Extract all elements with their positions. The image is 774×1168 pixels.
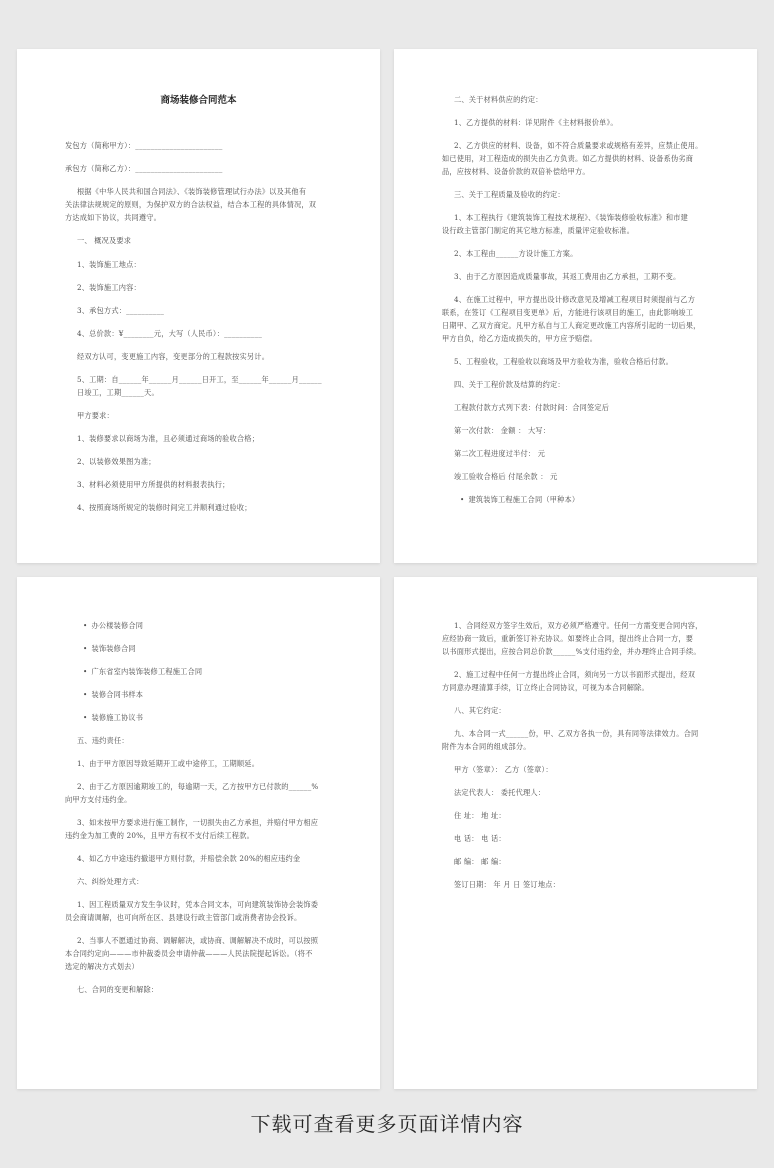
text-line: 3、如未按甲方要求进行施工制作，一切损失由乙方承担，并赔付甲方相应 — [77, 818, 319, 827]
text-line: 承包方（简称乙方）：_______________________ — [65, 164, 223, 173]
text-line: 九、本合同一式______份，甲、乙双方各执一份，具有同等法律效力。合同 — [454, 729, 699, 738]
text-line: 附件为本合同的组成部分。 — [442, 742, 531, 751]
text-line: 联系，在签订《工程项目变更单》后，方能进行该项目的施工，由此影响竣工 — [442, 308, 694, 317]
document-page-4 — [394, 577, 757, 1089]
text-line: 方达成如下协议，共同遵守。 — [65, 213, 162, 222]
text-line: 签订日期： 年 月 日 签订地点： — [454, 880, 560, 889]
text-line: 八、其它约定： — [454, 706, 506, 715]
text-line: 竣工验收合格后 付尾余款 ： 元 — [454, 472, 558, 481]
text-line: 邮 编： 邮 编： — [454, 857, 506, 866]
text-line: 3、材料必须使用甲方所提供的材料报表执行； — [77, 480, 230, 489]
document-page-2 — [394, 49, 757, 563]
text-line: 员会商请调解，也可向所在区、县建设行政主管部门或消费者协会投诉。 — [65, 913, 302, 922]
text-line: 2、装饰施工内容： — [77, 283, 141, 292]
text-line: 四、关于工程价款及结算的约定： — [454, 380, 565, 389]
text-line: 甲方自负，给乙方造成损失的，甲方应予赔偿。 — [442, 334, 598, 343]
text-line: 电 话： 电 话： — [454, 834, 506, 843]
text-line: 三、关于工程质量及验收的约定： — [454, 190, 565, 199]
text-line: • 建筑装饰工程施工合同（甲种本） — [460, 493, 579, 506]
text-line: 法定代表人： 委托代理人： — [454, 788, 546, 797]
text-line: 五、违约责任： — [77, 736, 129, 745]
text-line: 4、在施工过程中，甲方提出设计修改意见及增减工程项目时须提前与乙方 — [454, 295, 696, 304]
text-line: 4、按照商场所规定的装修时间完工并顺利通过验收； — [77, 503, 252, 512]
text-line: 违约金为加工费的 20%，且甲方有权不支付后续工程款。 — [65, 831, 254, 840]
text-line: 日竣工，工期______天。 — [77, 388, 159, 397]
text-line: 第一次付款： 金额 ： 大写： — [454, 426, 551, 435]
text-line: 甲方要求： — [77, 411, 114, 420]
text-line: 1、合同经双方签字生效后，双方必须严格遵守。任何一方需变更合同内容， — [454, 621, 703, 630]
text-line: 甲方（签章）： 乙方（签章）： — [454, 765, 553, 774]
text-line: 设行政主管部门制定的其它地方标准，质量评定验收标准。 — [442, 226, 635, 235]
text-line: • 办公楼装修合同 — [83, 619, 143, 632]
text-line: 以书面形式提出，应按合同总价款______%支付违约金，并办理终止合同手续。 — [442, 647, 701, 656]
text-line: 2、当事人不愿通过协商、调解解决，或协商、调解解决不成时，可以按照 — [77, 936, 319, 945]
text-line: 2、施工过程中任何一方提出终止合同，须向另一方以书面形式提出，经双 — [454, 670, 696, 679]
text-line: 本合同约定向———市仲裁委员会申请仲裁———人民法院提起诉讼。（将不 — [65, 949, 313, 958]
text-line: 2、乙方供应的材料、设备，如不符合质量要求或规格有差异，应禁止使用。 — [454, 141, 703, 150]
document-page-3 — [17, 577, 380, 1089]
text-line: • 装修合同书样本 — [83, 688, 143, 701]
download-caption: 下载可查看更多页面详情内容 — [250, 1112, 524, 1136]
text-line: 如已使用，对工程造成的损失由乙方负责。如乙方提供的材料、设备系伪劣商 — [442, 154, 694, 163]
document-page-1 — [17, 49, 380, 563]
text-line: 发包方（简称甲方）：_______________________ — [65, 141, 223, 150]
text-line: • 装饰装修合同 — [83, 642, 136, 655]
text-line: 方同意办理清算手续，订立终止合同协议，可视为本合同解除。 — [442, 683, 649, 692]
text-line: 七、合同的变更和解除： — [77, 985, 159, 994]
text-line: 选定的解决方式划去） — [65, 962, 139, 971]
text-line: 1、由于甲方原因导致延期开工或中途停工，工期顺延。 — [77, 759, 260, 768]
text-line: 4、总价款：¥________元，大写（人民币）：__________ — [77, 329, 263, 338]
text-line: 向甲方支付违约金。 — [65, 795, 132, 804]
text-line: 5、工期：自______年______月______日开工，至______年______月______ — [77, 375, 322, 384]
text-line: 2、本工程由______方设计施工方案。 — [454, 249, 578, 258]
text-line: 一、 概况及要求 — [77, 236, 132, 245]
text-line: 3、承包方式：__________ — [77, 306, 165, 315]
text-line: 1、因工程质量双方发生争议时，凭本合同文本，可向建筑装饰协会装饰委 — [77, 900, 319, 909]
text-line: 3、由于乙方原因造成质量事故，其返工费用由乙方承担，工期不变。 — [454, 272, 681, 281]
page-title: 商场装修合同范本 — [160, 95, 237, 106]
text-line: 4、如乙方中途违约撤退甲方则付款，并赔偿余款 20%的相应违约金 — [77, 854, 301, 863]
text-line: 5、工程验收，工程验收以商场及甲方验收为准，验收合格后付款。 — [454, 357, 674, 366]
text-line: 品，应按材料、设备价款的双倍补偿给甲方。 — [442, 167, 590, 176]
text-line: 二、关于材料供应的约定： — [454, 95, 543, 104]
text-line: 1、装修要求以商场为准，且必须通过商场的验收合格； — [77, 434, 260, 443]
text-line: 工程款付款方式列下表：付款时间：合同签定后 — [454, 403, 610, 412]
text-line: 2、由于乙方原因逾期竣工的，每逾期一天，乙方按甲方已付款的______% — [77, 782, 319, 791]
text-line: 2、以装修效果图为准； — [77, 457, 156, 466]
text-line: 根据《中华人民共和国合同法》、《装饰装修管理试行办法》以及其他有 — [77, 187, 307, 196]
text-line: 1、本工程执行《建筑装饰工程技术规程》、《装饰装修验收标准》和市建 — [454, 213, 688, 222]
text-line: 1、装饰施工地点： — [77, 260, 141, 269]
text-line: 经双方认可，变更施工内容，变更部分的工程款按实另计。 — [77, 352, 270, 361]
text-line: 六、纠纷处理方式： — [77, 877, 144, 886]
text-line: 住 址： 地 址： — [454, 811, 506, 820]
text-line: 日期甲、乙双方商定。凡甲方私自与工人商定更改施工内容所引起的一切后果， — [442, 321, 701, 330]
text-line: 应经协商一致后，重新签订补充协议。如要终止合同，提出终止合同一方，要 — [442, 634, 694, 643]
text-line: 关法律法规规定的原则，为保护双方的合法权益，结合本工程的具体情况，双 — [65, 200, 317, 209]
text-line: • 装修施工协议书 — [83, 711, 143, 724]
text-line: • 广东省室内装饰装修工程施工合同 — [83, 665, 202, 678]
text-line: 1、乙方提供的材料：详见附件《主材料报价单》。 — [454, 118, 618, 127]
text-line: 第二次工程进度过半付： 元 — [454, 449, 546, 458]
